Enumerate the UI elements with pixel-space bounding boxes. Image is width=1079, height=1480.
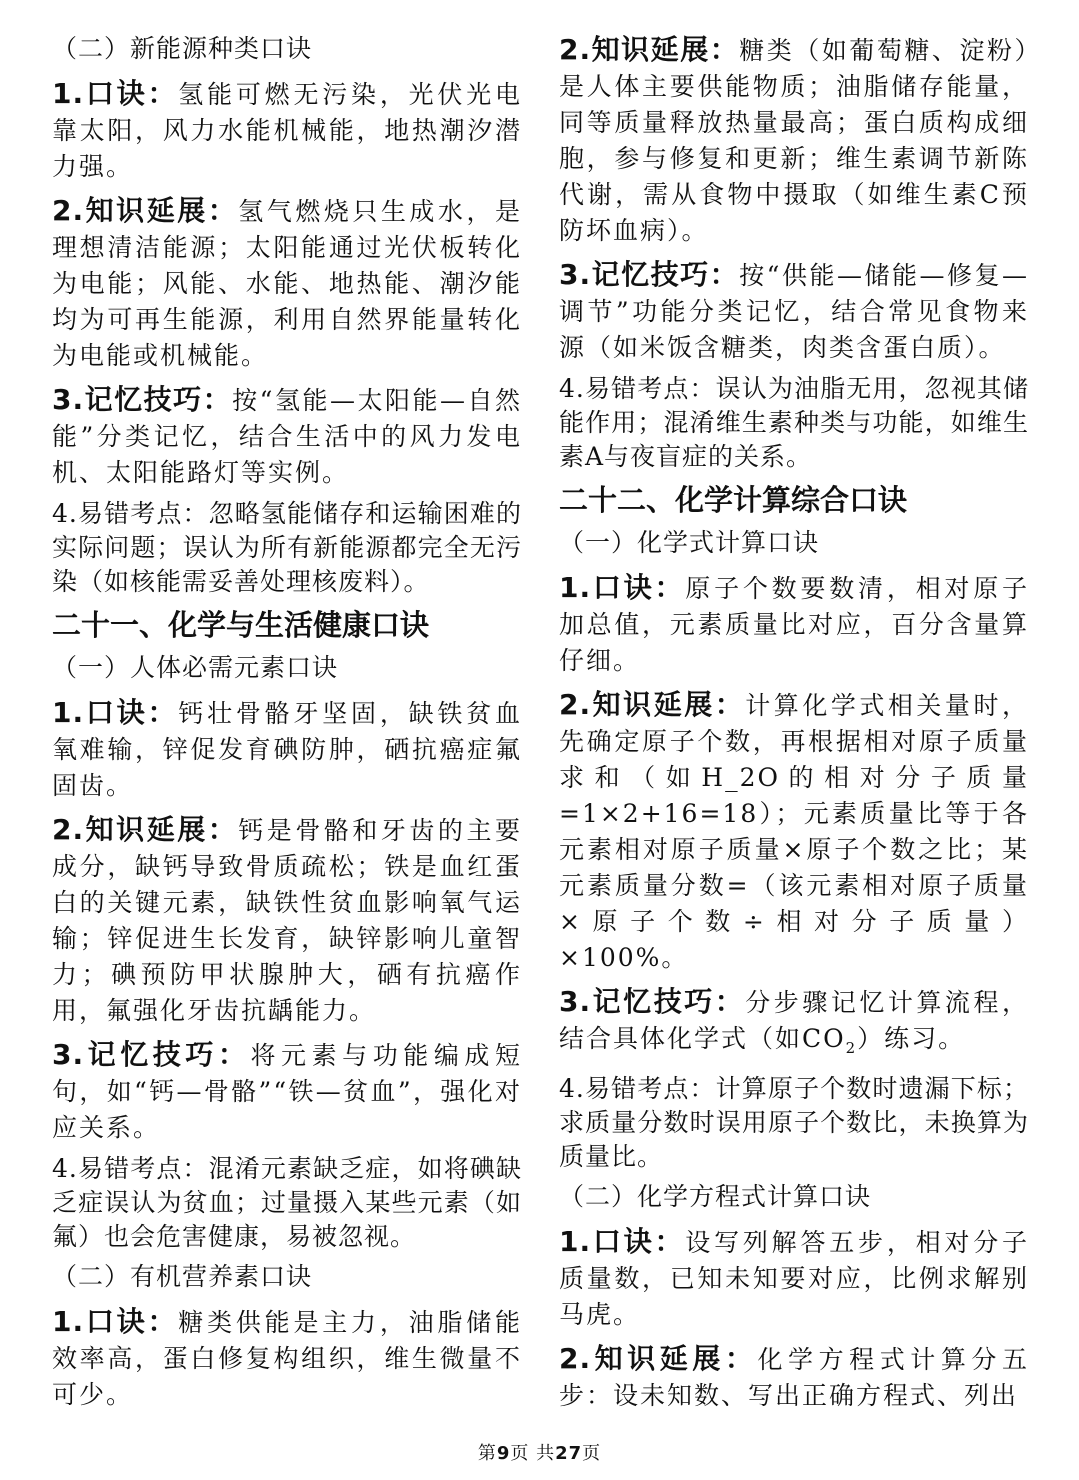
paragraph-text: 按“供能—储能—修复—调节”功能分类记忆，结合常见食物来源（如米饭含糖类，肉类含蛋白质）。 — [559, 261, 1029, 362]
paragraph-extension — [559, 1341, 1029, 1414]
paragraph-text: 糖类供能是主力，油脂储能效率高，蛋白修复构组织，维生微量不可少。 — [52, 1308, 522, 1409]
total-pages: 27 — [555, 1443, 583, 1464]
paragraph-extension — [559, 687, 1029, 976]
page-footer — [0, 1442, 1079, 1466]
paragraph-text: 按“氢能—太阳能—自然能”分类记忆，结合生活中的风力发电机、太阳能路灯等实例。 — [52, 386, 522, 487]
paragraph-extension — [52, 812, 522, 1029]
paragraph-label: 2.知识延展： — [559, 33, 740, 66]
paragraph-mnemonic — [52, 695, 522, 804]
right-column — [559, 26, 1029, 1420]
paragraph-label: 1.口诀： — [559, 1225, 686, 1258]
section-heading-21: 二十一、化学与生活健康口诀 — [52, 608, 430, 642]
paragraph-text: 钙是骨骼和牙齿的主要成分，缺钙导致骨质疏松；铁是血红蛋白的关键元素，缺铁性贫血影响氧气运输；锌促进生长发育，缺锌影响儿童智力；碘预防甲状腺肿大，硒有抗癌作用，氟强化牙齿抗龋能力。 — [52, 816, 522, 1025]
paragraph-text: 设写列解答五步，相对分子质量数，已知未知要对应，比例求解别马虎。 — [559, 1228, 1029, 1329]
paragraph-text: 将元素与功能编成短句，如“钙—骨骼”“铁—贫血”，强化对应关系。 — [52, 1041, 522, 1142]
footer-suffix: 页 — [582, 1443, 602, 1464]
paragraph-common-errors: 4.易错考点：忽略氢能储存和运输困难的实际问题；误认为所有新能源都完全无污染（如核能需妥善处理核废料）。 — [52, 499, 522, 596]
footer-prefix: 第 — [477, 1443, 497, 1464]
paragraph-label: 1.口诀： — [52, 696, 179, 729]
paragraph-common-errors: 4.易错考点：混淆元素缺乏症，如将碘缺乏症误认为贫血；过量摄入某些元素（如氟）也会危害健康，易被忽视。 — [52, 1154, 522, 1251]
paragraph-label: 3.记忆技巧： — [559, 258, 740, 291]
paragraph-memory-tip — [559, 257, 1029, 366]
paragraph-label: 3.记忆技巧： — [559, 985, 746, 1018]
paragraph-label: 2.知识延展： — [52, 194, 239, 227]
paragraph-text: 计算化学式相关量时，先确定原子个数，再根据相对原子质量求和（如H_2O的相对分子质量=1×2+16=18）；元素质量比等于各元素相对原子质量×原子个数之比；某元素质量分数=（该元素相对原子质量×原子个数÷相对分子质量）×100%。 — [559, 691, 1029, 972]
paragraph-text: 糖类（如葡萄糖、淀粉）是人体主要供能物质；油脂储存能量，同等质量释放热量最高；蛋白质构成细胞，参与修复和更新；维生素调节新陈代谢，需从食物中摄取（如维生素C预防坏血病）。 — [559, 36, 1029, 245]
paragraph-text: 氢气燃烧只生成水，是理想清洁能源；太阳能通过光伏板转化为电能；风能、水能、地热能、潮汐能均为可再生能源，利用自然界能量转化为电能或机械能。 — [52, 197, 522, 370]
subsection-heading: （二）化学方程式计算口诀 — [559, 1182, 872, 1211]
paragraph-text: 化学方程式计算分五步：设未知数、写出正确方程式、列出 — [559, 1345, 1029, 1410]
paragraph-mnemonic — [559, 570, 1029, 679]
subscript: 2 — [845, 1039, 858, 1057]
footer-middle: 页 共 — [510, 1443, 556, 1464]
paragraph-text: ）练习。 — [857, 1024, 966, 1053]
paragraph-memory-tip — [52, 382, 522, 491]
paragraph-label: 1.口诀： — [559, 571, 686, 604]
paragraph-extension — [559, 32, 1029, 249]
paragraph-extension — [52, 193, 522, 374]
paragraph-mnemonic — [52, 76, 522, 185]
subsection-heading: （一）人体必需元素口诀 — [52, 653, 339, 682]
paragraph-label: 2.知识延展： — [52, 813, 239, 846]
paragraph-text: 分步骤记忆计算流程，结合具体化学式（如CO — [559, 988, 1029, 1053]
paragraph-label: 2.知识延展： — [559, 1342, 758, 1375]
page-number: 9 — [496, 1443, 511, 1464]
paragraph-memory-tip — [559, 984, 1029, 1066]
paragraph-text: 氢能可燃无污染，光伏光电靠太阳，风力水能机械能，地热潮汐潜力强。 — [52, 80, 522, 181]
paragraph-text: 钙壮骨骼牙坚固，缺铁贫血氧难输，锌促发育碘防肿，硒抗癌症氟固齿。 — [52, 699, 522, 800]
paragraph-text: 原子个数要数清，相对原子加总值，元素质量比对应，百分含量算仔细。 — [559, 574, 1029, 675]
left-column — [52, 26, 522, 1419]
paragraph-label: 1.口诀： — [52, 77, 179, 110]
subsection-heading: （二）有机营养素口诀 — [52, 1262, 313, 1291]
paragraph-common-errors: 4.易错考点：计算原子个数时遗漏下标；求质量分数时误用原子个数比，未换算为质量比。 — [559, 1074, 1029, 1171]
paragraph-mnemonic — [559, 1224, 1029, 1333]
paragraph-mnemonic — [52, 1304, 522, 1413]
paragraph-memory-tip — [52, 1037, 522, 1146]
section-heading-22: 二十二、化学计算综合口诀 — [559, 483, 908, 517]
paragraph-label: 1.口诀： — [52, 1305, 179, 1338]
paragraph-label: 3.记忆技巧： — [52, 383, 233, 416]
subsection-heading: （一）化学式计算口诀 — [559, 528, 820, 557]
paragraph-label: 3.记忆技巧： — [52, 1038, 251, 1071]
paragraph-common-errors: 4.易错考点：误认为油脂无用，忽视其储能作用；混淆维生素种类与功能，如维生素A与夜盲症的关系。 — [559, 374, 1029, 471]
paragraph-label: 2.知识延展： — [559, 688, 746, 721]
subsection-heading: （二）新能源种类口诀 — [52, 34, 313, 63]
